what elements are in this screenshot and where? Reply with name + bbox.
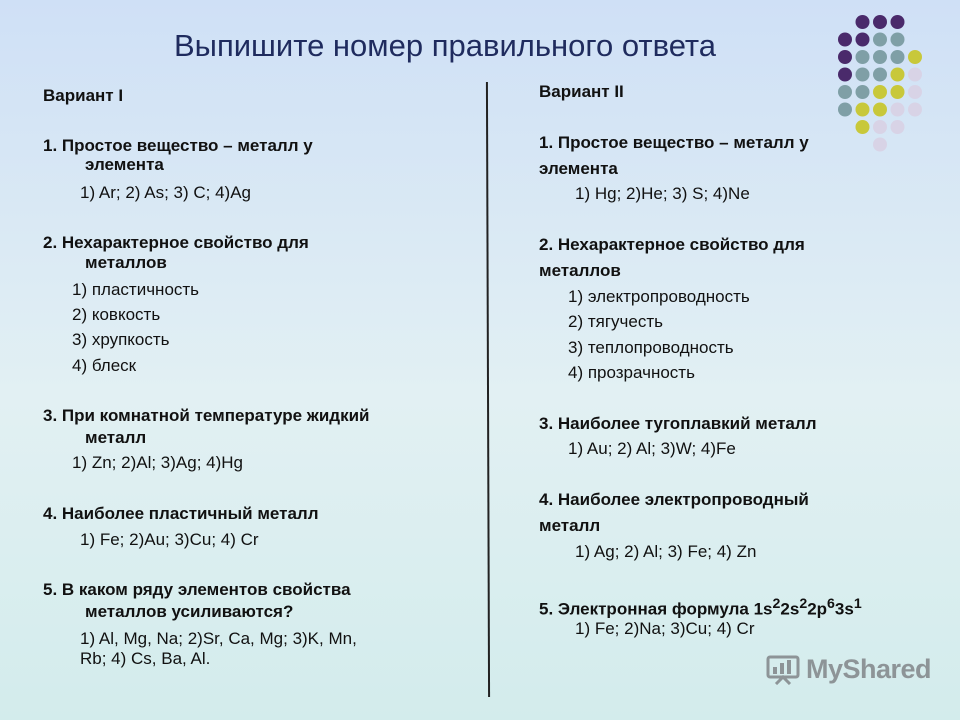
page-title: Выпишите номер правильного ответа	[173, 28, 717, 63]
question-1-text: 1. Простое вещество – металл у	[43, 136, 313, 155]
question-4-text: 4. Наиболее пластичный металл	[43, 504, 319, 523]
question-3-options: 1) Au; 2) Al; 3)W; 4)Fe	[568, 439, 736, 458]
question-3-text-cont: металл	[85, 428, 147, 447]
variant-1-heading: Вариант I	[43, 86, 124, 105]
question-2-option-3: 3) теплопроводность	[568, 338, 734, 357]
decorative-dot	[891, 120, 905, 134]
decorative-dot	[891, 15, 905, 29]
question-3-text: 3. Наиболее тугоплавкий металл	[539, 414, 817, 433]
decorative-dot	[908, 68, 922, 82]
question-5-text: 5. В каком ряду элементов свойства	[43, 580, 351, 599]
question-4-text: 4. Наиболее электропроводный	[539, 490, 809, 509]
question-1-options: 1) Hg; 2)He; 3) S; 4)Ne	[575, 184, 750, 203]
decorative-dot	[856, 85, 870, 99]
question-5-text-cont: металлов усиливаются?	[85, 602, 294, 621]
decorative-dot	[891, 33, 905, 47]
decorative-dot	[856, 15, 870, 29]
question-2-option-1: 1) электропроводность	[568, 287, 750, 306]
question-2-option-2: 2) тягучесть	[568, 312, 663, 331]
decorative-dot	[838, 103, 852, 117]
presentation-icon	[766, 655, 800, 685]
question-1-options: 1) Ar; 2) As; 3) C; 4)Ag	[80, 183, 252, 202]
question-2-option-3: 3) хрупкость	[72, 330, 170, 349]
decorative-dot	[856, 68, 870, 82]
decorative-dot	[891, 50, 905, 64]
column-divider	[486, 82, 490, 697]
question-2-text-cont: металлов	[539, 261, 621, 280]
watermark-text: MyShared	[806, 654, 932, 684]
decorative-dot	[856, 103, 870, 117]
decorative-dot	[873, 138, 887, 152]
question-5-options-line-2: Rb; 4) Cs, Ba, Al.	[80, 649, 211, 668]
question-2-option-4: 4) блеск	[72, 356, 137, 375]
decorative-dot	[891, 103, 905, 117]
decorative-dot	[838, 68, 852, 82]
decorative-dot	[908, 103, 922, 117]
question-3-options: 1) Zn; 2)Al; 3)Ag; 4)Hg	[72, 453, 244, 472]
question-2-option-1: 1) пластичность	[72, 280, 200, 299]
question-5-options-line-1: 1) Al, Mg, Na; 2)Sr, Ca, Mg; 3)K, Mn,	[80, 629, 357, 648]
decorative-dot	[856, 120, 870, 134]
question-2-text: 2. Нехарактерное свойство для	[43, 233, 309, 252]
decorative-dot	[891, 85, 905, 99]
question-2-text-cont: металлов	[85, 253, 167, 272]
question-4-text-cont: металл	[539, 516, 601, 535]
question-2-option-2: 2) ковкость	[72, 305, 161, 324]
decorative-dot	[891, 68, 905, 82]
decorative-dot	[908, 50, 922, 64]
question-2-option-4: 4) прозрачность	[568, 363, 695, 382]
decorative-dot	[873, 15, 887, 29]
question-5-text: 5. Электронная формула $1s^22s^22p^63s^1$	[539, 596, 862, 619]
question-4-options: 1) Ag; 2) Al; 3) Fe; 4) Zn	[575, 542, 757, 561]
question-4-options: 1) Fe; 2)Au; 3)Cu; 4) Cr	[80, 530, 259, 549]
decorative-dot	[873, 85, 887, 99]
question-3-text: 3. При комнатной температуре жидкий	[43, 406, 370, 425]
variant-2-heading: Вариант II	[539, 82, 624, 101]
decorative-dot	[838, 85, 852, 99]
decorative-dot	[873, 68, 887, 82]
decorative-dot	[873, 103, 887, 117]
question-5-options: 1) Fe; 2)Na; 3)Cu; 4) Cr	[575, 619, 755, 638]
decorative-dot	[908, 85, 922, 99]
question-1-text-cont: элемента	[539, 159, 618, 178]
question-1-text: 1. Простое вещество – металл у	[539, 133, 809, 152]
myshared-watermark	[766, 654, 931, 685]
question-1-text-cont: элемента	[85, 155, 164, 174]
question-2-text: 2. Нехарактерное свойство для	[539, 235, 805, 254]
decorative-dot	[873, 120, 887, 134]
